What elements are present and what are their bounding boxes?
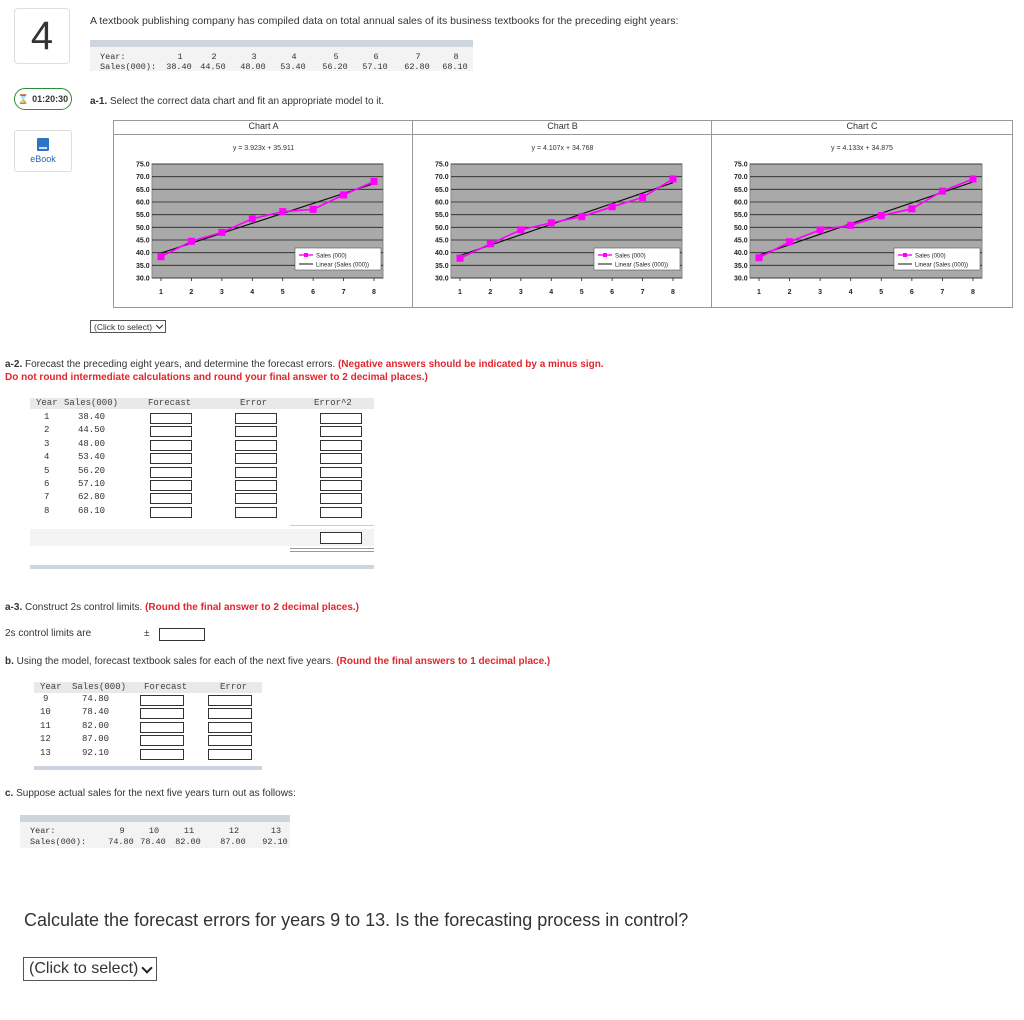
b-prompt (5, 656, 550, 667)
chevron-down-icon (142, 962, 153, 973)
b-forecast-input[interactable] (140, 708, 184, 719)
a2-error-input[interactable] (235, 467, 277, 478)
a2-forecast-input[interactable] (150, 493, 192, 504)
sales-point (609, 203, 616, 210)
chart-svg (712, 121, 1012, 307)
y-tick-label: 30.0 (734, 275, 748, 283)
y-tick-label: 50.0 (734, 224, 748, 232)
total-underline-2 (290, 551, 374, 552)
y-tick-label: 35.0 (136, 262, 150, 270)
y-tick-label: 30.0 (435, 275, 449, 283)
data-year: 4 (291, 52, 297, 62)
a2-row-sales: 68.10 (78, 505, 106, 516)
b-forecast-table (34, 682, 262, 770)
a2-row-year: 8 (44, 505, 50, 516)
book-icon (37, 138, 49, 151)
data-year: 8 (453, 52, 459, 62)
y-tick-label: 65.0 (734, 186, 748, 194)
x-tick-label: 5 (579, 289, 584, 296)
x-tick-label: 8 (971, 289, 975, 296)
y-tick-label: 45.0 (435, 237, 449, 245)
y-tick-label: 50.0 (136, 224, 150, 232)
y-tick-label: 75.0 (734, 161, 748, 169)
b-error-input[interactable] (208, 695, 252, 706)
sales-point (639, 194, 646, 201)
a2-row-sales: 62.80 (78, 492, 106, 503)
x-tick-label: 4 (549, 289, 554, 296)
x-tick-label: 6 (909, 289, 914, 296)
sales-label: Sales(000): (100, 62, 157, 72)
b-note: (Round the final answers to 1 decimal place.) (336, 656, 551, 667)
a2-row-year: 2 (44, 425, 50, 436)
legend-linear-label: Linear (Sales (000)) (615, 262, 669, 269)
x-tick-label: 5 (280, 289, 285, 296)
x-tick-label: 1 (458, 289, 462, 296)
y-tick-label: 30.0 (136, 275, 150, 283)
legend-sales-label: Sales (000) (915, 253, 946, 260)
chart-title: Chart B (413, 121, 712, 135)
x-tick-label: 8 (671, 289, 675, 296)
b-row-year: 11 (40, 720, 51, 731)
a2-row-year: 1 (44, 412, 50, 422)
a2-error2-input[interactable] (320, 426, 362, 437)
chart-title: Chart C (712, 121, 1012, 135)
question-number: 4 (14, 8, 70, 64)
a2-error-input[interactable] (235, 413, 277, 424)
sales-point (908, 205, 915, 212)
y-tick-label: 75.0 (136, 161, 150, 169)
a1-text: Select the correct data chart and fit an appropriate model to it. (110, 96, 385, 107)
a2-row-sales: 56.20 (78, 465, 106, 476)
b-row-year: 9 (43, 694, 49, 704)
sales-point (756, 254, 763, 261)
a2-table-footer (30, 565, 374, 569)
a2-row-sales: 44.50 (78, 425, 106, 436)
c-prompt (5, 788, 296, 799)
b-text: Using the model, forecast textbook sales for each of the next five years. (16, 656, 334, 667)
a2-error-input[interactable] (235, 507, 277, 518)
a2-row-year: 7 (44, 492, 50, 503)
a2-forecast-input[interactable] (150, 453, 192, 464)
a2-forecast-input[interactable] (150, 467, 192, 478)
a2-error2-input[interactable] (320, 480, 362, 491)
c-sales: 87.00 (220, 837, 246, 847)
b-forecast-input[interactable] (140, 735, 184, 746)
b-row-sales: 74.80 (82, 694, 110, 704)
sales-point (457, 255, 464, 262)
legend-sales-marker (603, 253, 607, 257)
sales-point (548, 219, 555, 226)
x-tick-label: 2 (787, 289, 792, 296)
a2-header-error2: Error^2 (314, 398, 352, 408)
sales-data-table (90, 40, 473, 71)
b-error-input[interactable] (208, 708, 252, 719)
x-tick-label: 1 (159, 289, 163, 296)
y-tick-label: 45.0 (136, 237, 150, 245)
b-row-sales: 92.10 (82, 747, 110, 758)
total-divider (290, 525, 374, 526)
data-sales: 62.80 (404, 62, 430, 72)
a2-row-year: 4 (44, 452, 50, 463)
x-tick-label: 4 (848, 289, 853, 296)
a2-row-year: 5 (44, 465, 50, 476)
control-limits-label: 2s control limits are (5, 628, 92, 639)
year-label: Year: (100, 52, 126, 62)
b-row-year: 10 (40, 707, 51, 718)
final-select-label: (Click to select) (29, 960, 139, 977)
data-sales: 53.40 (280, 62, 306, 72)
b-header-sales: Sales(000) (72, 682, 127, 692)
a1-label: a-1. (90, 96, 108, 107)
c-sales: 82.00 (175, 837, 201, 847)
plus-minus-sign: ± (144, 628, 150, 639)
b-table-footer (34, 766, 262, 770)
legend-sales-label: Sales (000) (615, 253, 646, 260)
a2-row-sales: 53.40 (78, 452, 106, 463)
sales-point (817, 226, 824, 233)
a2-header-year: Year (36, 398, 58, 408)
y-tick-label: 60.0 (136, 199, 150, 207)
b-error-input[interactable] (208, 735, 252, 746)
a2-error-input[interactable] (235, 493, 277, 504)
x-tick-label: 3 (818, 289, 823, 296)
x-tick-label: 2 (488, 289, 493, 296)
total-underline-1 (290, 548, 374, 549)
a2-error2-input[interactable] (320, 467, 362, 478)
c-year: 9 (119, 826, 125, 836)
data-year: 6 (373, 52, 379, 62)
a2-error2-input[interactable] (320, 507, 362, 518)
x-tick-label: 7 (341, 289, 346, 296)
a2-error2-input[interactable] (320, 413, 362, 424)
x-tick-label: 3 (219, 289, 224, 296)
chart-svg (413, 121, 712, 307)
data-year: 2 (211, 52, 217, 62)
b-row-year: 12 (40, 734, 51, 745)
a2-error-input[interactable] (235, 440, 277, 451)
a2-forecast-input[interactable] (150, 480, 192, 491)
c-sales-label: Sales(000): (30, 837, 87, 847)
a1-prompt (90, 96, 384, 107)
b-row-sales: 82.00 (82, 720, 110, 731)
x-tick-label: 5 (879, 289, 884, 296)
c-year: 13 (270, 826, 282, 836)
hourglass-icon: ⌛ (17, 93, 30, 104)
y-tick-label: 75.0 (435, 161, 449, 169)
a2-row-year: 3 (44, 438, 50, 449)
a2-forecast-input[interactable] (150, 413, 192, 424)
x-tick-label: 8 (372, 289, 376, 296)
data-year: 1 (177, 52, 183, 62)
y-tick-label: 60.0 (734, 199, 748, 207)
sales-point (670, 175, 677, 182)
a2-row-sales: 38.40 (78, 412, 106, 422)
chart-select-dropdown[interactable] (90, 320, 166, 333)
chart-equation: y = 4.107x + 34.768 (531, 145, 594, 152)
y-tick-label: 65.0 (136, 186, 150, 194)
timer (14, 88, 72, 110)
a2-error-input[interactable] (235, 453, 277, 464)
a2-error2-input[interactable] (320, 493, 362, 504)
sales-point (218, 229, 225, 236)
y-tick-label: 35.0 (435, 262, 449, 270)
a2-text: Forecast the preceding eight years, and determine the forecast errors. (25, 359, 336, 370)
sales-point (249, 215, 256, 222)
c-year: 11 (183, 826, 195, 836)
x-tick-label: 7 (940, 289, 945, 296)
a2-row-year: 6 (44, 479, 50, 489)
y-tick-label: 35.0 (734, 262, 748, 270)
sales-point (371, 178, 378, 185)
y-tick-label: 70.0 (734, 174, 748, 182)
data-year: 5 (333, 52, 339, 62)
sales-point (517, 226, 524, 233)
y-tick-label: 40.0 (734, 250, 748, 258)
sales-point (487, 240, 494, 247)
y-tick-label: 40.0 (136, 250, 150, 258)
sales-point (786, 238, 793, 245)
a2-row-sales: 48.00 (78, 438, 106, 449)
b-row-sales: 78.40 (82, 707, 110, 718)
sales-point (310, 206, 317, 213)
chart-select-label: (Click to select) (94, 321, 153, 332)
a2-error2-input[interactable] (320, 440, 362, 451)
y-tick-label: 40.0 (435, 250, 449, 258)
b-label: b. (5, 656, 14, 667)
sales-point (939, 188, 946, 195)
b-error-input[interactable] (208, 749, 252, 760)
y-tick-label: 55.0 (136, 212, 150, 220)
chevron-down-icon (156, 321, 163, 328)
b-error-input[interactable] (208, 722, 252, 733)
x-tick-label: 7 (640, 289, 645, 296)
a2-header-forecast: Forecast (148, 398, 192, 408)
sales-point (158, 253, 165, 260)
ebook-label: eBook (30, 154, 56, 164)
b-row-year: 13 (40, 747, 51, 758)
x-tick-label: 6 (610, 289, 615, 296)
y-tick-label: 70.0 (136, 174, 150, 182)
sales-point (340, 191, 347, 198)
y-tick-label: 55.0 (435, 212, 449, 220)
x-tick-label: 3 (518, 289, 523, 296)
a2-error-input[interactable] (235, 480, 277, 491)
a2-label: a-2. (5, 359, 23, 370)
chart-b (412, 120, 713, 308)
sales-point (878, 212, 885, 219)
data-sales: 44.50 (200, 62, 226, 72)
y-tick-label: 60.0 (435, 199, 449, 207)
y-tick-label: 55.0 (734, 212, 748, 220)
y-tick-label: 65.0 (435, 186, 449, 194)
x-tick-label: 2 (189, 289, 194, 296)
a3-text: Construct 2s control limits. (25, 602, 143, 613)
data-sales: 68.10 (442, 62, 468, 72)
legend-linear-label: Linear (Sales (000)) (915, 262, 969, 269)
c-label: c. (5, 788, 14, 799)
data-sales: 48.00 (240, 62, 266, 72)
sales-point (847, 222, 854, 229)
actual-sales-table (20, 815, 290, 848)
c-text: Suppose actual sales for the next five years turn out as follows: (16, 788, 296, 799)
x-tick-label: 4 (250, 289, 255, 296)
y-tick-label: 50.0 (435, 224, 449, 232)
timer-value: 01:20:30 (32, 94, 69, 104)
c-sales: 78.40 (140, 837, 166, 847)
y-tick-label: 45.0 (734, 237, 748, 245)
legend-sales-label: Sales (000) (316, 253, 347, 260)
final-select-dropdown[interactable] (23, 957, 157, 981)
data-sales: 38.40 (166, 62, 192, 72)
data-sales: 56.20 (322, 62, 348, 72)
sales-point (578, 213, 585, 220)
a2-note-2: Do not round intermediate calculations and round your final answer to 2 decimal places.) (5, 372, 428, 383)
a2-prompt (5, 358, 604, 384)
a2-forecast-input[interactable] (150, 440, 192, 451)
b-forecast-input[interactable] (140, 695, 184, 706)
chart-equation: y = 3.923x + 35.911 (232, 145, 295, 152)
a3-note: (Round the final answer to 2 decimal places.) (145, 602, 359, 613)
a2-forecast-input[interactable] (150, 426, 192, 437)
b-header-forecast: Forecast (144, 682, 188, 692)
question-intro: A textbook publishing company has compiled data on total annual sales of its business textbooks for the preceding eight years: (90, 15, 679, 27)
error2-total-input[interactable] (320, 532, 362, 544)
c-sales: 92.10 (262, 837, 288, 847)
a2-row-sales: 57.10 (78, 479, 106, 489)
sales-point (188, 238, 195, 245)
a2-forecast-input[interactable] (150, 507, 192, 518)
a3-prompt (5, 602, 359, 613)
a2-forecast-table (30, 398, 374, 570)
c-year: 10 (148, 826, 160, 836)
a2-error2-input[interactable] (320, 453, 362, 464)
data-year: 3 (251, 52, 257, 62)
b-header-error: Error (220, 682, 248, 692)
legend-sales-marker (304, 253, 308, 257)
legend-sales-marker (903, 253, 907, 257)
a2-error-input[interactable] (235, 426, 277, 437)
chart-svg (114, 121, 413, 307)
chart-equation: y = 4.133x + 34.875 (831, 145, 893, 152)
c-year-label: Year: (30, 826, 56, 836)
x-tick-label: 6 (311, 289, 316, 296)
final-question: Calculate the forecast errors for years 9 to 13. Is the forecasting process in control? (24, 910, 689, 930)
b-forecast-input[interactable] (140, 749, 184, 760)
b-row-sales: 87.00 (82, 734, 110, 745)
data-year: 7 (415, 52, 421, 62)
c-year: 12 (228, 826, 240, 836)
sales-point (279, 208, 286, 215)
ebook-button[interactable] (14, 130, 72, 172)
chart-c (711, 120, 1013, 308)
a2-header-error: Error (240, 398, 268, 408)
data-sales: 57.10 (362, 62, 388, 72)
c-sales: 74.80 (108, 837, 134, 847)
chart-title: Chart A (114, 121, 413, 135)
x-tick-label: 1 (757, 289, 761, 296)
a3-label: a-3. (5, 602, 23, 613)
a2-header-sales: Sales(000) (64, 398, 119, 408)
control-limits-input[interactable] (159, 628, 205, 641)
a2-note: (Negative answers should be indicated by a minus sign. (337, 359, 604, 370)
sales-point (970, 175, 977, 182)
chart-a (113, 120, 414, 308)
b-forecast-input[interactable] (140, 722, 184, 733)
y-tick-label: 70.0 (435, 174, 449, 182)
legend-linear-label: Linear (Sales (000)) (316, 262, 370, 269)
b-header-year: Year (40, 682, 62, 692)
